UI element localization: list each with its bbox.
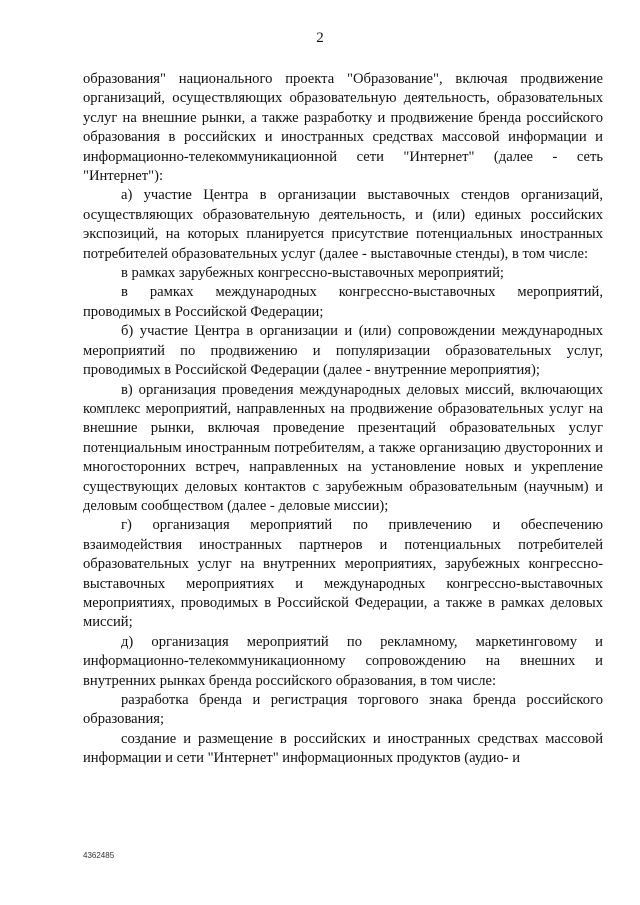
document-code: 4362485 bbox=[83, 851, 115, 860]
paragraph-subitem-foreign-events: в рамках зарубежных конгрессно-выставочных мероприятий; bbox=[121, 265, 504, 282]
paragraph-item-d: д) организация мероприятий по рекламному, маркетинговому и информационно-телекоммуникационному сопровождению на внешних и внутренних рынках бренда российского образования, в том числе: bbox=[83, 633, 603, 689]
paragraph-item-b: б) участие Центра в организации и (или) сопровождении международных мероприятий по продвижению и популяризации образовательных услуг, проводимых в Российской Федерации (далее - внутренние мероприятия); bbox=[83, 323, 603, 379]
paragraph-item-g: г) организация мероприятий по привлечению и обеспечению взаимодействия иностранных партнеров и потенциальных потребителей образовательных услуг на внутренних мероприятиях, зарубежных конгрессно-выставочных мероприятиях и международных конгрессно-выставочных мероприятиях, проводимых в Российской Федерации, а также в рамках деловых миссий; bbox=[83, 517, 603, 631]
document-body bbox=[83, 70, 603, 769]
paragraph-intro-continued: образования" национального проекта "Образование", включая продвижение организаций, осуществляющих образовательную деятельность, образовательных услуг на внешние рынки, а также разработку и продвижение бренда российского образования в российских и иностранных средствах массовой информации и информационно-телекоммуникационной сети "Интернет" (далее - сеть "Интернет"): bbox=[83, 71, 603, 185]
paragraph-subitem-brand-development: разработка бренда и регистрация торгового знака бренда российского образования; bbox=[83, 692, 603, 728]
page-number: 2 bbox=[316, 30, 324, 46]
paragraph-subitem-international-events: в рамках международных конгрессно-выставочных мероприятий, проводимых в Российской Федерации; bbox=[83, 284, 603, 320]
paragraph-item-v: в) организация проведения международных деловых миссий, включающих комплекс мероприятий, направленных на продвижение образовательных услуг на внешние рынки, включая проведение презентаций образовательных услуг потенциальным иностранным потребителям, а также организацию двусторонних и многосторонних встреч, направленных на установление новых и укрепление существующих деловых контактов с зарубежным образовательным (научным) и деловым сообществом (далее - деловые миссии); bbox=[83, 381, 603, 514]
paragraph-subitem-media-products: создание и размещение в российских и иностранных средствах массовой информации и сети "Интернет" информационных продуктов (аудио- и bbox=[83, 730, 603, 767]
paragraph-item-a: а) участие Центра в организации выставочных стендов организаций, осуществляющих образовательную деятельность, и (или) единых российских экспозиций, на которых планируется присутствие потенциальных иностранных потребителей образовательных услуг (далее - выставочные стенды), в том числе: bbox=[83, 187, 603, 262]
